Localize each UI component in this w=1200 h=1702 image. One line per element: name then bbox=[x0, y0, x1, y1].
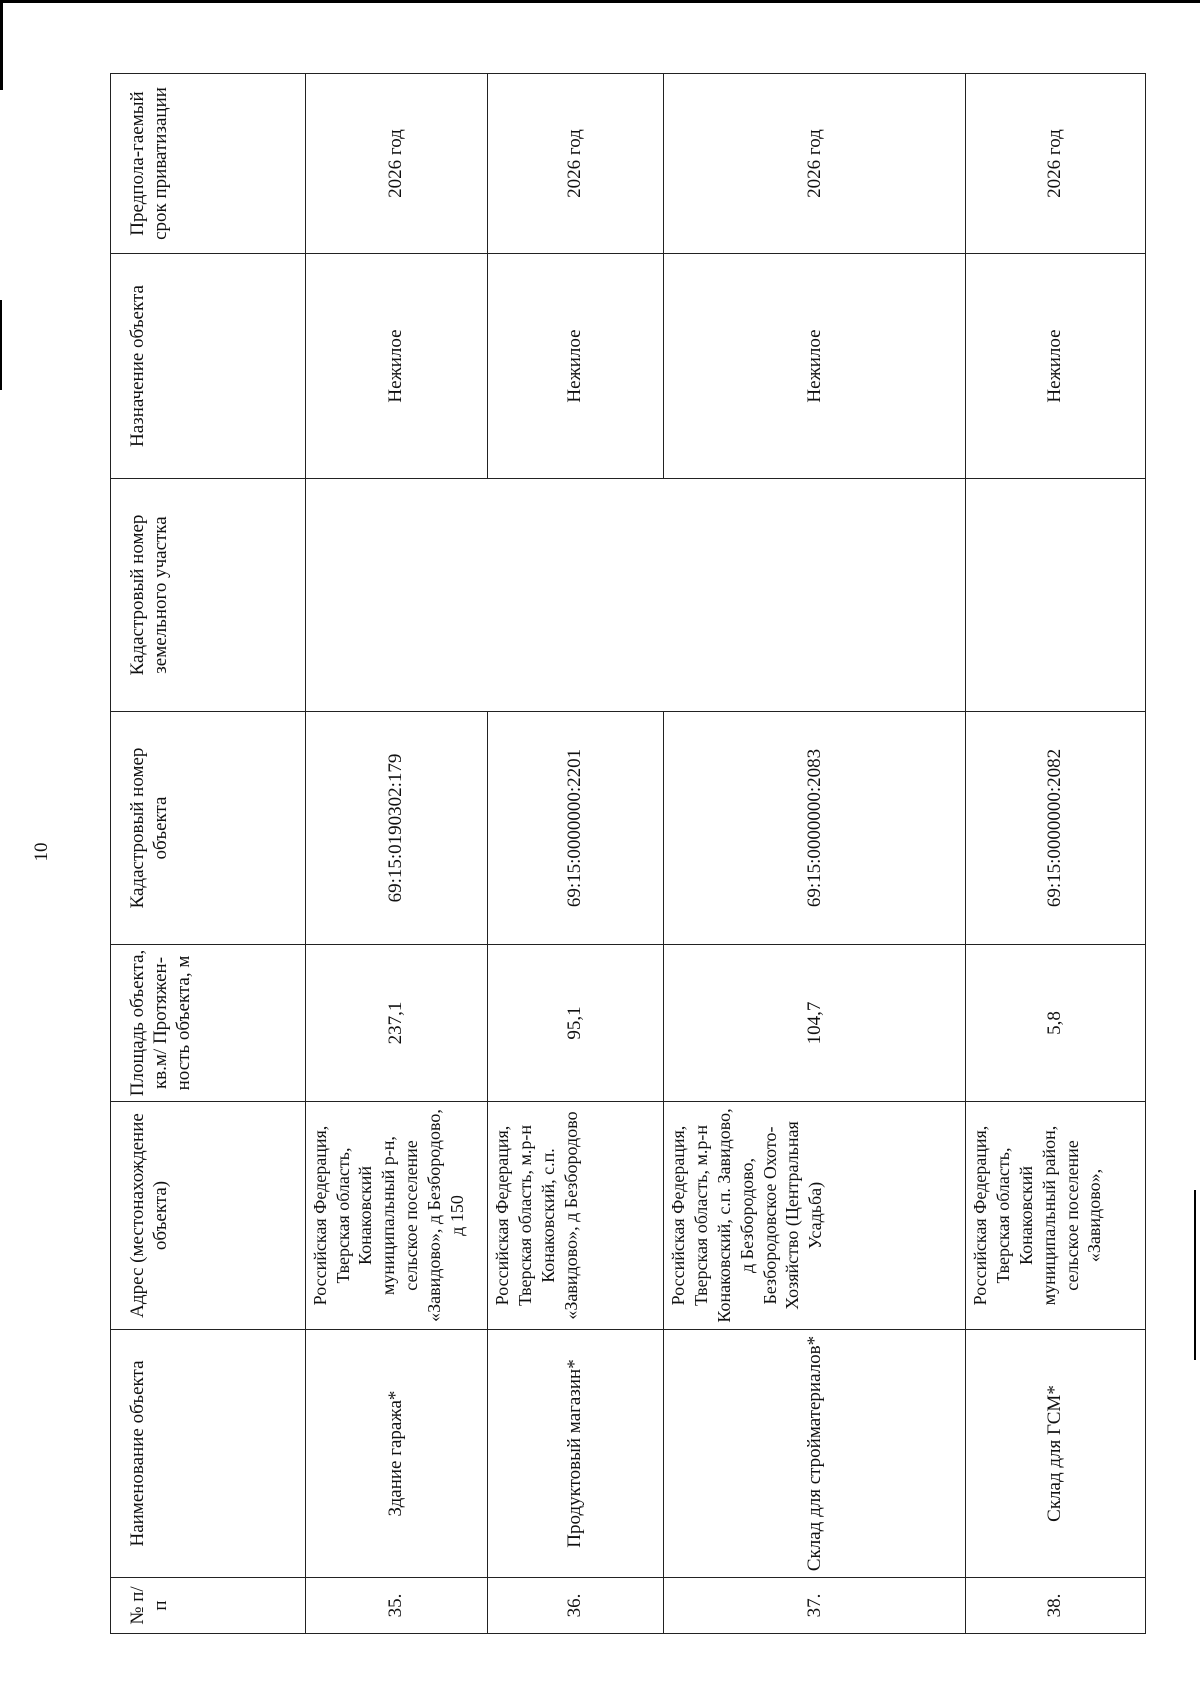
header-cadastral-land: Кадастровый номер земельного участка bbox=[111, 479, 306, 712]
cell-term: 2026 год bbox=[664, 74, 966, 254]
header-address: Адрес (местонахождение объекта) bbox=[111, 1102, 306, 1330]
cell-address bbox=[305, 1102, 487, 1330]
cell-area: 237,1 bbox=[305, 945, 487, 1102]
page-number: 10 bbox=[31, 842, 52, 862]
cell-term: 2026 год bbox=[488, 74, 664, 254]
cell-cadastral-object: 69:15:0000000:2082 bbox=[966, 712, 1146, 945]
cell-purpose: Нежилое bbox=[305, 254, 487, 479]
address-text: Российская Федерация, Тверская область, Конаковский муниципальный район, сельское поселение «Завидово», bbox=[970, 1125, 1105, 1306]
scan-edge-top bbox=[0, 0, 1200, 3]
cell-num: 36. bbox=[488, 1578, 664, 1634]
cell-name: Склад для стройматериалов* bbox=[664, 1330, 966, 1578]
cell-name: Продуктовый магазин* bbox=[488, 1330, 664, 1578]
cell-address bbox=[488, 1102, 664, 1330]
cell-name: Склад для ГСМ* bbox=[966, 1330, 1146, 1578]
address-text: Российская Федерация, Тверская область, Конаковский муниципальный р-н, сельское поселение «Завидово», д Безбородово, д 150 bbox=[309, 1109, 467, 1322]
table-row bbox=[488, 74, 664, 1634]
cell-cadastral-object: 69:15:0190302:179 bbox=[305, 712, 487, 945]
cell-term: 2026 год bbox=[966, 74, 1146, 254]
cell-cadastral-object: 69:15:0000000:2201 bbox=[488, 712, 664, 945]
address-text: Российская Федерация, Тверская область, м.р-н Конаковский, с.п. «Завидово», д Безбородово bbox=[492, 1111, 581, 1320]
cell-address bbox=[966, 1102, 1146, 1330]
header-num: № п/п bbox=[111, 1578, 306, 1634]
table-header-row bbox=[111, 74, 306, 1634]
address-text: Российская Федерация, Тверская область, м.р-н Конаковский, с.п. Завидово, д Безбородово, Безбородовское Охото-Хозяйство (Центральная Усадьба) bbox=[668, 1108, 826, 1323]
table-row bbox=[664, 74, 966, 1634]
header-term: Предпола-гаемый срок приватизации bbox=[111, 74, 306, 254]
cell-cadastral-land bbox=[966, 479, 1146, 712]
cell-purpose: Нежилое bbox=[966, 254, 1146, 479]
privatization-table bbox=[110, 73, 1146, 1634]
cell-area: 104,7 bbox=[664, 945, 966, 1102]
scan-edge-left bbox=[0, 0, 3, 90]
rotated-table-page bbox=[110, 74, 1146, 1634]
scan-edge-left-lower bbox=[0, 300, 2, 390]
cell-cadastral-land bbox=[305, 479, 966, 712]
cell-num: 37. bbox=[664, 1578, 966, 1634]
header-area: Площадь объекта, кв.м/ Протяжен-ность объекта, м bbox=[111, 945, 306, 1102]
cell-area: 5,8 bbox=[966, 945, 1146, 1102]
scan-edge-right bbox=[1194, 1190, 1196, 1360]
header-name: Наименование объекта bbox=[111, 1330, 306, 1578]
cell-cadastral-object: 69:15:0000000:2083 bbox=[664, 712, 966, 945]
cell-purpose: Нежилое bbox=[488, 254, 664, 479]
cell-num: 35. bbox=[305, 1578, 487, 1634]
cell-num: 38. bbox=[966, 1578, 1146, 1634]
header-cadastral-object: Кадастровый номер объекта bbox=[111, 712, 306, 945]
cell-purpose: Нежилое bbox=[664, 254, 966, 479]
cell-area: 95,1 bbox=[488, 945, 664, 1102]
table-row bbox=[966, 74, 1146, 1634]
header-purpose: Назначение объекта bbox=[111, 254, 306, 479]
cell-term: 2026 год bbox=[305, 74, 487, 254]
cell-name: Здание гаража* bbox=[305, 1330, 487, 1578]
table-row bbox=[305, 74, 487, 1634]
cell-address bbox=[664, 1102, 966, 1330]
